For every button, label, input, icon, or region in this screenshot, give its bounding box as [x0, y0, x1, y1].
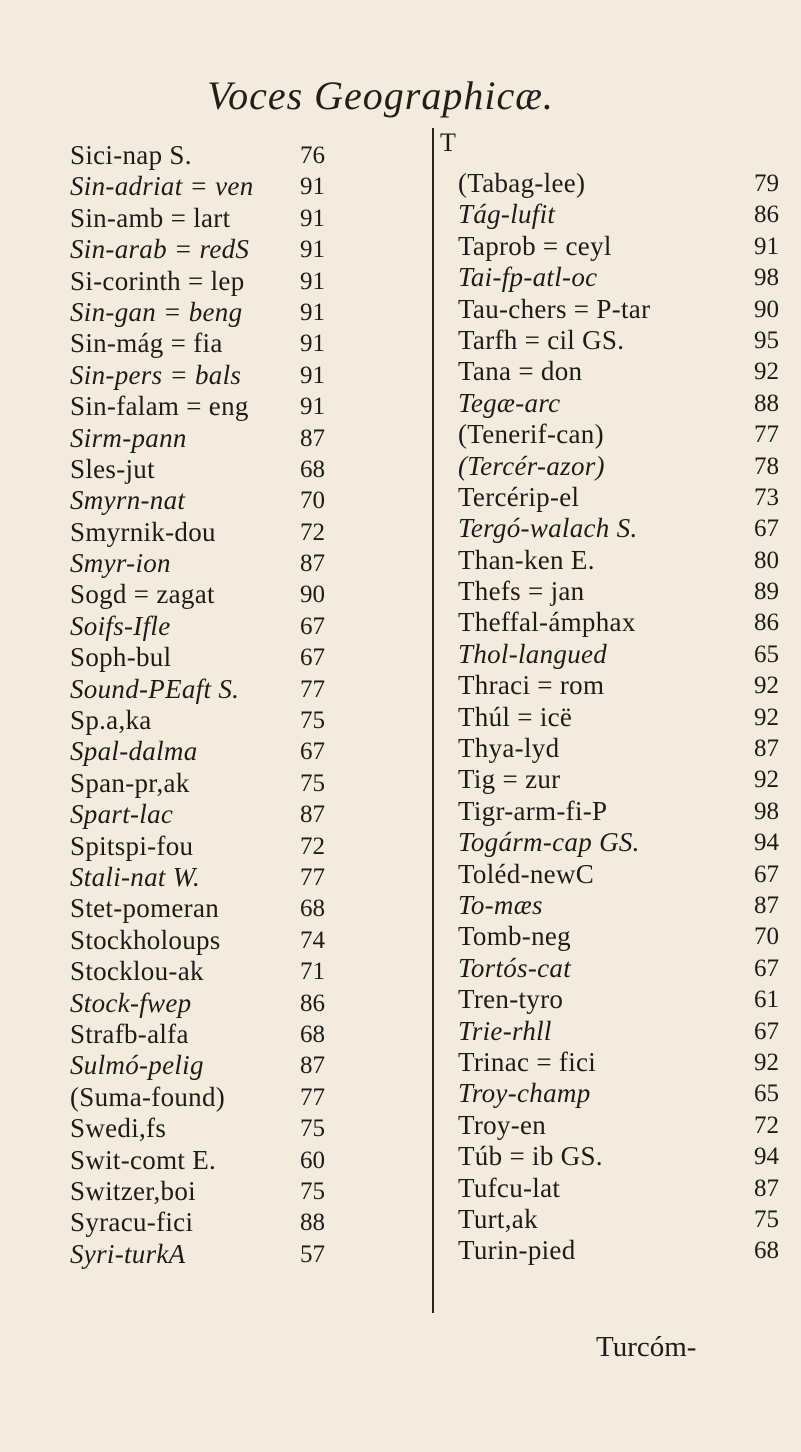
index-entry: [458, 262, 788, 293]
index-entry: [70, 360, 370, 391]
entry-page-number: 72: [300, 518, 325, 546]
entry-page-number: 75: [300, 707, 325, 735]
entry-page-number: 91: [300, 393, 325, 421]
entry-page-number: 67: [300, 738, 325, 766]
entry-page-number: 65: [754, 640, 779, 668]
entry-page-number: 71: [300, 958, 325, 986]
right-index-column: [458, 168, 788, 1267]
index-entry: [458, 482, 788, 513]
index-entry: [458, 921, 788, 952]
index-entry: [458, 733, 788, 764]
entry-term: Túb = ib GS.: [458, 1141, 603, 1172]
entry-term: Spal-dalma: [70, 736, 198, 767]
entry-page-number: 68: [300, 455, 325, 483]
entry-term: Sulmó-pelig: [70, 1050, 204, 1081]
entry-page-number: 68: [754, 1237, 779, 1265]
index-entry: [70, 611, 370, 642]
entry-term: Switzer,boi: [70, 1175, 196, 1206]
entry-page-number: 91: [300, 330, 325, 358]
index-entry: [70, 862, 370, 893]
entry-term: To-mæs: [458, 889, 543, 920]
entry-term: Troy-champ: [458, 1078, 591, 1109]
index-entry: [70, 485, 370, 516]
entry-term: Smyr-ion: [70, 548, 171, 579]
index-entry: [458, 1110, 788, 1141]
entry-page-number: 91: [300, 298, 325, 326]
index-entry: [458, 1173, 788, 1204]
entry-page-number: 75: [754, 1205, 779, 1233]
entry-term: Tág-lufit: [458, 199, 556, 230]
entry-page-number: 86: [300, 989, 325, 1017]
entry-page-number: 87: [754, 891, 779, 919]
entry-term: Si-corinth = lep: [70, 265, 245, 296]
entry-term: Troy-en: [458, 1109, 547, 1140]
entry-page-number: 75: [300, 1115, 325, 1143]
entry-term: Stet-pomeran: [70, 893, 220, 924]
index-entry: [70, 893, 370, 924]
index-entry: [70, 831, 370, 862]
entry-page-number: 73: [754, 483, 779, 511]
entry-term: Theffal-ámphax: [458, 607, 636, 638]
entry-term: Sogd = zagat: [70, 579, 215, 610]
entry-page-number: 86: [754, 609, 779, 637]
index-entry: [458, 639, 788, 670]
entry-term: Smyrnik-dou: [70, 516, 216, 547]
entry-page-number: 65: [754, 1080, 779, 1108]
entry-page-number: 90: [754, 295, 779, 323]
entry-page-number: 70: [754, 923, 779, 951]
entry-page-number: 57: [300, 1240, 325, 1268]
entry-term: Stali-nat W.: [70, 861, 201, 892]
index-entry: [70, 328, 370, 359]
index-entry: [458, 890, 788, 921]
index-entry: [70, 297, 370, 328]
left-index-column: [70, 140, 370, 1270]
entry-term: Tortós-cat: [458, 952, 572, 983]
entry-page-number: 87: [754, 735, 779, 763]
entry-term: Spart-lac: [70, 799, 174, 830]
index-entry: [458, 984, 788, 1015]
entry-term: Sin-falam = eng: [70, 391, 249, 422]
index-entry: [458, 1047, 788, 1078]
entry-term: Tergó-walach S.: [458, 513, 638, 544]
entry-page-number: 74: [300, 926, 325, 954]
entry-term: Tomb-neg: [458, 921, 571, 952]
entry-term: Sici-nap S.: [70, 140, 192, 170]
entry-term: Taprob = ceyl: [458, 230, 612, 261]
entry-page-number: 79: [754, 170, 779, 197]
entry-page-number: 60: [300, 1146, 325, 1174]
entry-page-number: 68: [300, 1020, 325, 1048]
index-entry: [70, 1050, 370, 1081]
entry-page-number: 67: [754, 860, 779, 888]
entry-page-number: 88: [754, 389, 779, 417]
index-entry: [458, 513, 788, 544]
entry-page-number: 67: [754, 515, 779, 543]
entry-term: Sp.a,ka: [70, 705, 152, 736]
index-entry: [70, 203, 370, 234]
index-entry: [70, 925, 370, 956]
entry-page-number: 77: [300, 1083, 325, 1111]
entry-page-number: 75: [300, 769, 325, 797]
entry-page-number: 91: [300, 267, 325, 295]
entry-term: Tercérip-el: [458, 481, 580, 512]
entry-page-number: 86: [754, 201, 779, 229]
entry-term: Syri-turkA: [70, 1238, 186, 1269]
entry-page-number: 91: [300, 173, 325, 201]
entry-page-number: 76: [300, 142, 325, 169]
entry-term: Soph-bul: [70, 642, 172, 673]
entry-term: Sirm-pann: [70, 422, 187, 453]
index-entry: [70, 1176, 370, 1207]
entry-term: Sles-jut: [70, 453, 155, 484]
entry-term: Tai-fp-atl-oc: [458, 262, 598, 293]
index-entry: [70, 642, 370, 673]
entry-term: Trinac = fici: [458, 1046, 597, 1077]
entry-term: Than-ken E.: [458, 544, 595, 575]
index-entry: [458, 388, 788, 419]
entry-page-number: 91: [300, 236, 325, 264]
index-entry: [458, 545, 788, 576]
index-entry: [458, 796, 788, 827]
entry-page-number: 95: [754, 326, 779, 354]
entry-page-number: 92: [754, 1048, 779, 1076]
entry-term: (Tabag-lee): [458, 168, 586, 198]
entry-page-number: 72: [300, 832, 325, 860]
entry-term: Tarfh = cil GS.: [458, 324, 625, 355]
page-title: Voces Geographicæ.: [207, 73, 554, 118]
catchword: Turcóm-: [596, 1331, 697, 1363]
index-entry: [458, 1204, 788, 1235]
index-entry: [458, 419, 788, 450]
index-entry: [70, 1239, 370, 1270]
entry-page-number: 67: [754, 1017, 779, 1045]
entry-term: Thol-langued: [458, 638, 608, 669]
entry-term: Thefs = jan: [458, 576, 585, 607]
entry-page-number: 92: [754, 358, 779, 386]
entry-page-number: 98: [754, 797, 779, 825]
entry-term: Span-pr,ak: [70, 767, 190, 798]
entry-term: Smyrn-nat: [70, 485, 186, 516]
entry-term: Tegæ-arc: [458, 387, 561, 418]
entry-term: Tig = zur: [458, 764, 561, 795]
entry-term: Stockholoups: [70, 924, 221, 955]
entry-page-number: 77: [754, 421, 779, 449]
entry-page-number: 68: [300, 895, 325, 923]
column-letter: T: [440, 128, 456, 157]
index-entry: [70, 517, 370, 548]
entry-term: Strafb-alfa: [70, 1018, 189, 1049]
index-entry: [70, 423, 370, 454]
index-entry: [458, 356, 788, 387]
index-entry: [70, 799, 370, 830]
index-entry: [458, 1235, 788, 1266]
index-entry: [70, 736, 370, 767]
index-entry: [70, 234, 370, 265]
index-entry: [458, 1016, 788, 1047]
entry-term: (Suma-found): [70, 1081, 226, 1112]
entry-term: Sin-arab = redS: [70, 234, 250, 265]
entry-page-number: 75: [300, 1177, 325, 1205]
index-entry: [458, 827, 788, 858]
index-entry: [458, 294, 788, 325]
index-entry: [70, 768, 370, 799]
entry-page-number: 91: [754, 232, 779, 260]
index-entry: [70, 140, 370, 171]
entry-page-number: 87: [300, 801, 325, 829]
index-entry: [458, 953, 788, 984]
index-entry: [70, 1113, 370, 1144]
entry-term: Togárm-cap GS.: [458, 827, 640, 858]
index-entry: [458, 451, 788, 482]
entry-page-number: 98: [754, 264, 779, 292]
index-entry: [458, 1141, 788, 1172]
entry-page-number: 87: [754, 1174, 779, 1202]
entry-page-number: 92: [754, 703, 779, 731]
index-entry: [70, 988, 370, 1019]
column-divider: [432, 128, 434, 1313]
entry-term: Tana = don: [458, 356, 583, 387]
index-entry: [458, 702, 788, 733]
index-entry: [458, 764, 788, 795]
entry-page-number: 67: [300, 644, 325, 672]
entry-term: Sin-amb = lart: [70, 202, 231, 233]
entry-page-number: 70: [300, 487, 325, 515]
index-entry: [458, 168, 788, 199]
index-entry: [458, 670, 788, 701]
entry-term: Tren-tyro: [458, 984, 564, 1015]
entry-page-number: 87: [300, 424, 325, 452]
index-entry: [70, 548, 370, 579]
entry-page-number: 72: [754, 1111, 779, 1139]
entry-term: Sin-pers = bals: [70, 359, 242, 390]
index-entry: [70, 956, 370, 987]
entry-page-number: 61: [754, 986, 779, 1014]
entry-term: Turin-pied: [458, 1235, 576, 1266]
index-entry: [458, 576, 788, 607]
entry-term: Swedi,fs: [70, 1113, 167, 1144]
entry-term: Thraci = rom: [458, 670, 605, 701]
index-entry: [70, 674, 370, 705]
entry-page-number: 89: [754, 578, 779, 606]
entry-term: Sin-adriat = ven: [70, 171, 254, 202]
entry-term: Tufcu-lat: [458, 1172, 561, 1203]
entry-term: Tau-chers = P-tar: [458, 293, 651, 324]
entry-page-number: 78: [754, 452, 779, 480]
entry-page-number: 90: [300, 581, 325, 609]
index-entry: [70, 579, 370, 610]
index-entry: [70, 1145, 370, 1176]
entry-page-number: 87: [300, 1052, 325, 1080]
index-entry: [70, 391, 370, 422]
entry-term: Thúl = icë: [458, 701, 573, 732]
index-entry: [458, 199, 788, 230]
entry-page-number: 67: [300, 612, 325, 640]
entry-page-number: 77: [300, 675, 325, 703]
entry-term: Thya-lyd: [458, 733, 560, 764]
index-entry: [458, 231, 788, 262]
index-entry: [458, 859, 788, 890]
entry-term: Tigr-arm-fi-P: [458, 795, 608, 826]
entry-term: Stocklou-ak: [70, 956, 204, 987]
entry-page-number: 80: [754, 546, 779, 574]
index-entry: [70, 705, 370, 736]
index-entry: [458, 325, 788, 356]
entry-term: Sin-gan = beng: [70, 296, 243, 327]
index-entry: [70, 1082, 370, 1113]
entry-term: Soifs-Ifle: [70, 610, 171, 641]
entry-page-number: 88: [300, 1209, 325, 1237]
entry-term: (Tenerif-can): [458, 419, 604, 450]
entry-term: Spitspi-fou: [70, 830, 194, 861]
entry-term: Toléd-newC: [458, 858, 595, 889]
index-entry: [458, 1078, 788, 1109]
entry-page-number: 94: [754, 1143, 779, 1171]
entry-page-number: 91: [300, 204, 325, 232]
entry-page-number: 92: [754, 766, 779, 794]
entry-term: Stock-fwep: [70, 987, 192, 1018]
entry-term: Turt,ak: [458, 1203, 538, 1234]
page-header: [0, 72, 801, 119]
entry-term: (Tercér-azor): [458, 450, 605, 481]
entry-term: Syracu-fici: [70, 1207, 194, 1238]
index-entry: [458, 607, 788, 638]
entry-page-number: 91: [300, 361, 325, 389]
entry-page-number: 94: [754, 829, 779, 857]
index-entry: [70, 171, 370, 202]
entry-term: Swit-comt E.: [70, 1144, 217, 1175]
index-entry: [70, 266, 370, 297]
index-entry: [70, 454, 370, 485]
entry-term: Trie-rhll: [458, 1015, 552, 1046]
index-entry: [70, 1019, 370, 1050]
index-entry: [70, 1207, 370, 1238]
entry-page-number: 87: [300, 550, 325, 578]
entry-term: Sound-PEaft S.: [70, 673, 240, 704]
entry-page-number: 92: [754, 672, 779, 700]
entry-term: Sin-mág = fia: [70, 328, 223, 359]
entry-page-number: 77: [300, 863, 325, 891]
entry-page-number: 67: [754, 954, 779, 982]
